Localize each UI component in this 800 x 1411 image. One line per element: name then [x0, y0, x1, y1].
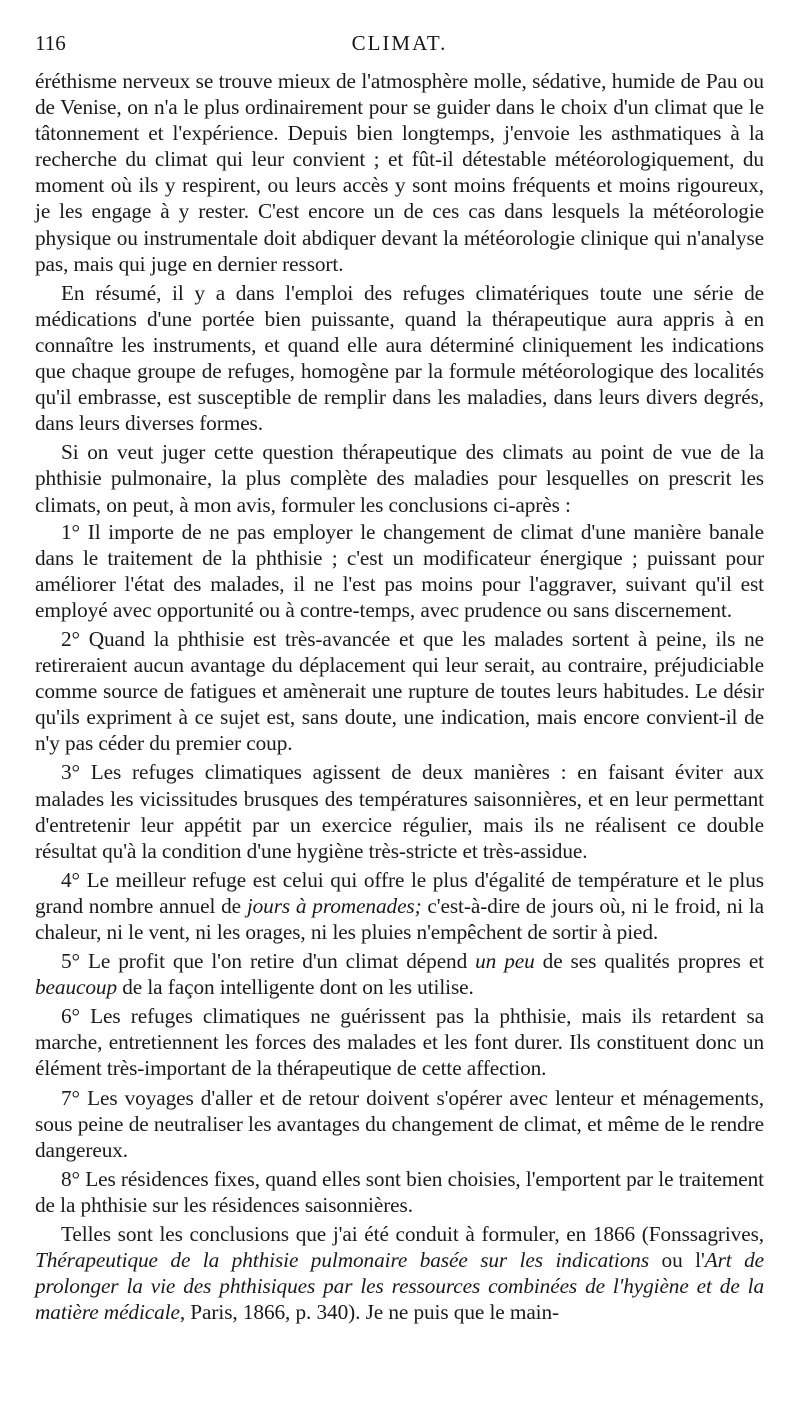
- italic-text: jours à promenades;: [246, 893, 422, 918]
- conclusion-item: [35, 1003, 764, 1081]
- page-header: [35, 30, 764, 68]
- text-run: c'est-à-dire de jours où, ni le froid, ni la chaleur, ni le vent, ni les orages, ni les pluies n'empêchent de sortir à pied.: [35, 893, 765, 944]
- text-run: Telles sont les conclusions que j'ai été conduit à formuler, en 1866 (Fonssagrives,: [61, 1222, 764, 1247]
- text-run: 8° Les résidences fixes, quand elles sont bien choisies, l'emportent par le traitement de la phthisie sur les résidences saisonnières.: [35, 1166, 764, 1217]
- conclusion-item: [35, 867, 764, 945]
- italic-text: un peu: [475, 949, 535, 974]
- conclusion-item: [35, 626, 764, 756]
- italic-text: beaucoup: [35, 975, 117, 1000]
- conclusion-item: [35, 948, 764, 1000]
- text-run: 7° Les voyages d'aller et de retour doivent s'opérer avec lenteur et ménagements, sous peine de neutraliser les avantages du changement de climat, et même de le rendre dangereux.: [35, 1085, 764, 1162]
- body-text: [35, 68, 764, 1325]
- page-number: 116: [35, 31, 66, 55]
- text-run: 2° Quand la phthisie est très-avancée et que les malades sortent à peine, ils ne retireraient aucun avantage du déplacement qui leur serait, au contraire, préjudiciable comme source de fatigues et amènerait une rupture de toutes leurs habitudes. Le désir qu'ils expriment à ce sujet est, sans doute, une indication, mais encore convient-il de n'y pas céder du premier coup.: [35, 626, 764, 756]
- text-run: ou l': [649, 1248, 705, 1273]
- text-run: Si on veut juger cette question thérapeutique des climats au point de vue de la phthisie pulmonaire, la plus complète des maladies pour lesquelles on prescrit les climats, on peut, à mon avis, formuler les conclusions ci-après :: [35, 440, 764, 517]
- text-run: 1° Il importe de ne pas employer le changement de climat d'une manière banale dans le traitement de la phthisie ; c'est un modificateur énergique ; puissant pour améliorer l'état des malades, il ne l'est pas moins pour l'aggraver, suivant qu'il est employé avec opportunité ou à contre-temps, avec prudence ou sans discernement.: [35, 519, 764, 622]
- conclusion-item: [35, 1085, 764, 1163]
- conclusion-item: [35, 759, 764, 863]
- italic-text: Thérapeutique de la phthisie pulmonaire basée sur les indications: [35, 1248, 650, 1273]
- paragraph: [35, 1221, 764, 1325]
- paragraph: [35, 68, 764, 277]
- text-run: de ses qualités propres et: [534, 949, 764, 974]
- text-run: , Paris, 1866, p. 340). Je ne puis que le main-: [179, 1300, 560, 1325]
- text-run: En résumé, il y a dans l'emploi des refuges climatériques toute une série de médications d'une portée bien puissante, quand la thérapeutique aura appris à en connaître les instruments, et quand elle aura déterminé cliniquement les indications que chaque groupe de refuges, homogène par la formule météorologique des localités qu'il embrasse, est susceptible de remplir dans les maladies, dans leurs divers degrés, dans leurs diverses formes.: [35, 280, 764, 436]
- text-run: 6° Les refuges climatiques ne guérissent pas la phthisie, mais ils retardent sa marche, entretiennent les forces des malades et les font durer. Ils constituent donc un élément très-important de la thérapeutique de cette affection.: [35, 1004, 764, 1081]
- text-run: 4° Le meilleur refuge est celui qui offre le plus d'égalité de température et le plus grand nombre annuel de: [35, 867, 764, 918]
- paragraph: [35, 439, 764, 517]
- text-run: 3° Les refuges climatiques agissent de deux manières : en faisant éviter aux malades les vicissitudes brusques des températures saisonnières, et en leur permettant d'entretenir leur appétit par un exercice régulier, mais ils ne réalisent ce double résultat qu'à la condition d'une hygiène très-stricte et très-assidue.: [35, 760, 764, 863]
- paragraph: [35, 280, 764, 437]
- conclusion-item: [35, 519, 764, 623]
- conclusion-item: [35, 1166, 764, 1218]
- text-run: éréthisme nerveux se trouve mieux de l'atmosphère molle, sédative, humide de Pau ou de Venise, on n'a le plus ordinairement pour se guider dans le choix d'un climat que le tâtonnement et l'expérience. Depuis bien longtemps, j'envoie les asthmatiques à la recherche du climat qui leur convient ; et fût-il détestable météorologiquement, du moment où ils y respirent, ou leurs accès y sont moins fréquents et moins rigoureux, je les engage à y rester. C'est encore un de ces cas dans lesquels la météorologie physique ou instrumentale doit abdiquer devant la météorologie clinique qui n'analyse pas, mais qui juge en dernier ressort.: [35, 69, 764, 276]
- running-title: CLIMAT.: [351, 31, 448, 55]
- text-run: 5° Le profit que l'on retire d'un climat dépend: [61, 949, 476, 974]
- text-run: de la façon intelligente dont on les utilise.: [117, 975, 474, 1000]
- italic-text: Art de prolonger la vie des phthisiques par les ressources combinées de l'hygiène et de la matière médicale: [35, 1248, 764, 1325]
